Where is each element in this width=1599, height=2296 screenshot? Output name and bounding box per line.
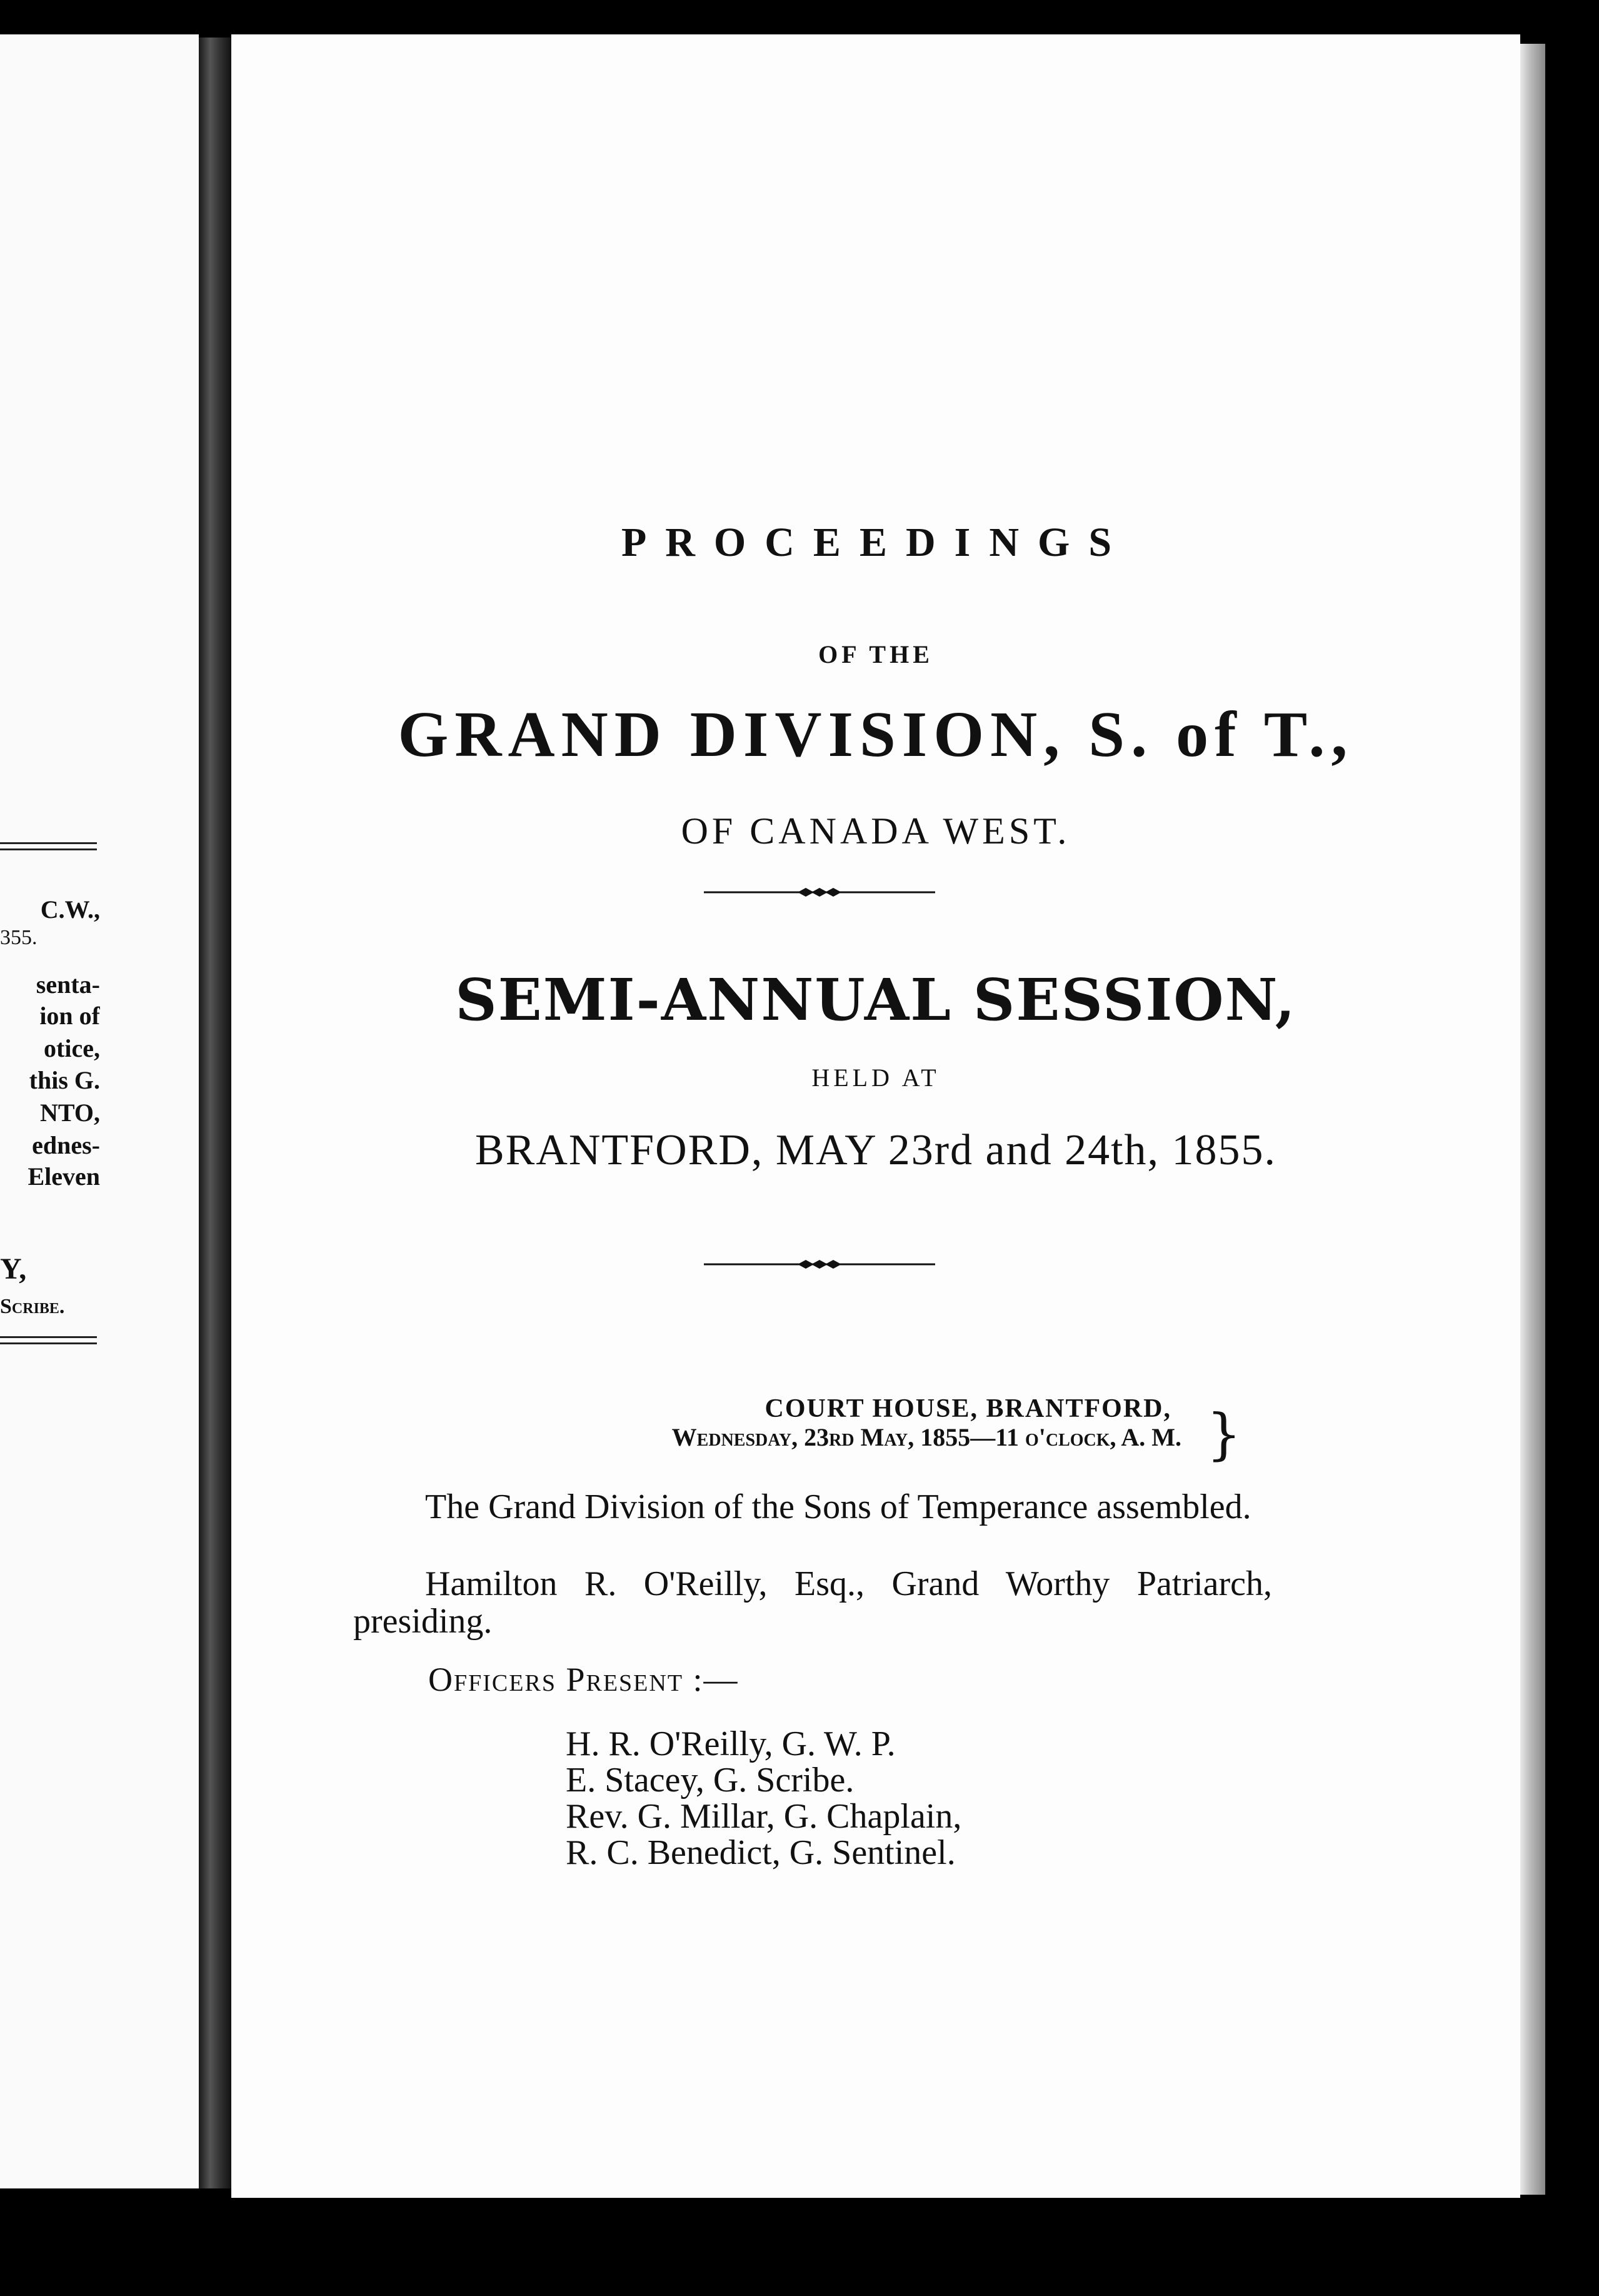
paragraph-presiding [353, 1565, 1272, 1640]
left-facing-page [0, 34, 199, 2188]
left-page-rule-bottom-2 [0, 1342, 97, 1344]
left-page-line: ion of [39, 1002, 100, 1030]
heading-canada-west: OF CANADA WEST. [681, 810, 1071, 852]
heading-location-date: BRANTFORD, MAY 23rd and 24th, 1855. [474, 1126, 1277, 1174]
left-page-line: this G. [29, 1066, 100, 1094]
officers-list [566, 1726, 961, 1871]
left-page-line: otice, [44, 1034, 100, 1062]
paragraph-text: The Grand Division of the Sons of Temperance assembled. [425, 1488, 1251, 1526]
ornament-divider-icon [704, 886, 935, 899]
officer-item: H. R. O'Reilly, G. W. P. [566, 1725, 896, 1763]
session-place: COURT HOUSE, BRANTFORD, [764, 1394, 1171, 1423]
left-page-line: ednes- [32, 1131, 100, 1159]
officer-item: E. Stacey, G. Scribe. [566, 1761, 855, 1800]
heading-of-the: OF THE [818, 640, 933, 668]
left-page-line: Y, [0, 1254, 27, 1285]
left-page-line: NTO, [40, 1099, 100, 1127]
heading-held-at: HELD AT [811, 1064, 940, 1092]
heading-semi-annual-session: SEMI-ANNUAL SESSION, [455, 966, 1296, 1034]
ornament-divider-icon [704, 1258, 935, 1271]
left-page-line: C.W., [40, 895, 100, 924]
title-page-content [231, 34, 1520, 2198]
book-gutter [199, 38, 231, 2188]
heading-proceedings: PROCEEDINGS [621, 520, 1131, 565]
left-page-line: senta- [36, 970, 100, 999]
brace-icon: } [1206, 1402, 1241, 1466]
heading-grand-division: GRAND DIVISION, S. of T., [398, 698, 1354, 770]
session-datetime: Wednesday, 23rd May, 1855—11 o'clock, A. M. [671, 1423, 1181, 1451]
left-page-line: 355. [0, 926, 38, 949]
officer-item: Rev. G. Millar, G. Chaplain, [566, 1797, 962, 1836]
officer-item: R. C. Benedict, G. Sentinel. [566, 1833, 956, 1872]
paragraph-assembled [353, 1488, 1272, 1526]
session-header [606, 1394, 1419, 1452]
paragraph-text: Hamilton R. O'Reilly, Esq., Grand Worthy Patriarch, presiding. [353, 1564, 1272, 1641]
left-page-rule-bottom [0, 1336, 97, 1338]
left-page-rule-top [0, 842, 97, 844]
left-page-line: Scribe. [0, 1295, 65, 1318]
left-page-rule-top-2 [0, 848, 97, 850]
page-edge [1520, 44, 1545, 2195]
title-page [231, 34, 1520, 2198]
officers-heading: Officers Present :— [428, 1661, 739, 1698]
left-page-line: Eleven [28, 1162, 100, 1191]
